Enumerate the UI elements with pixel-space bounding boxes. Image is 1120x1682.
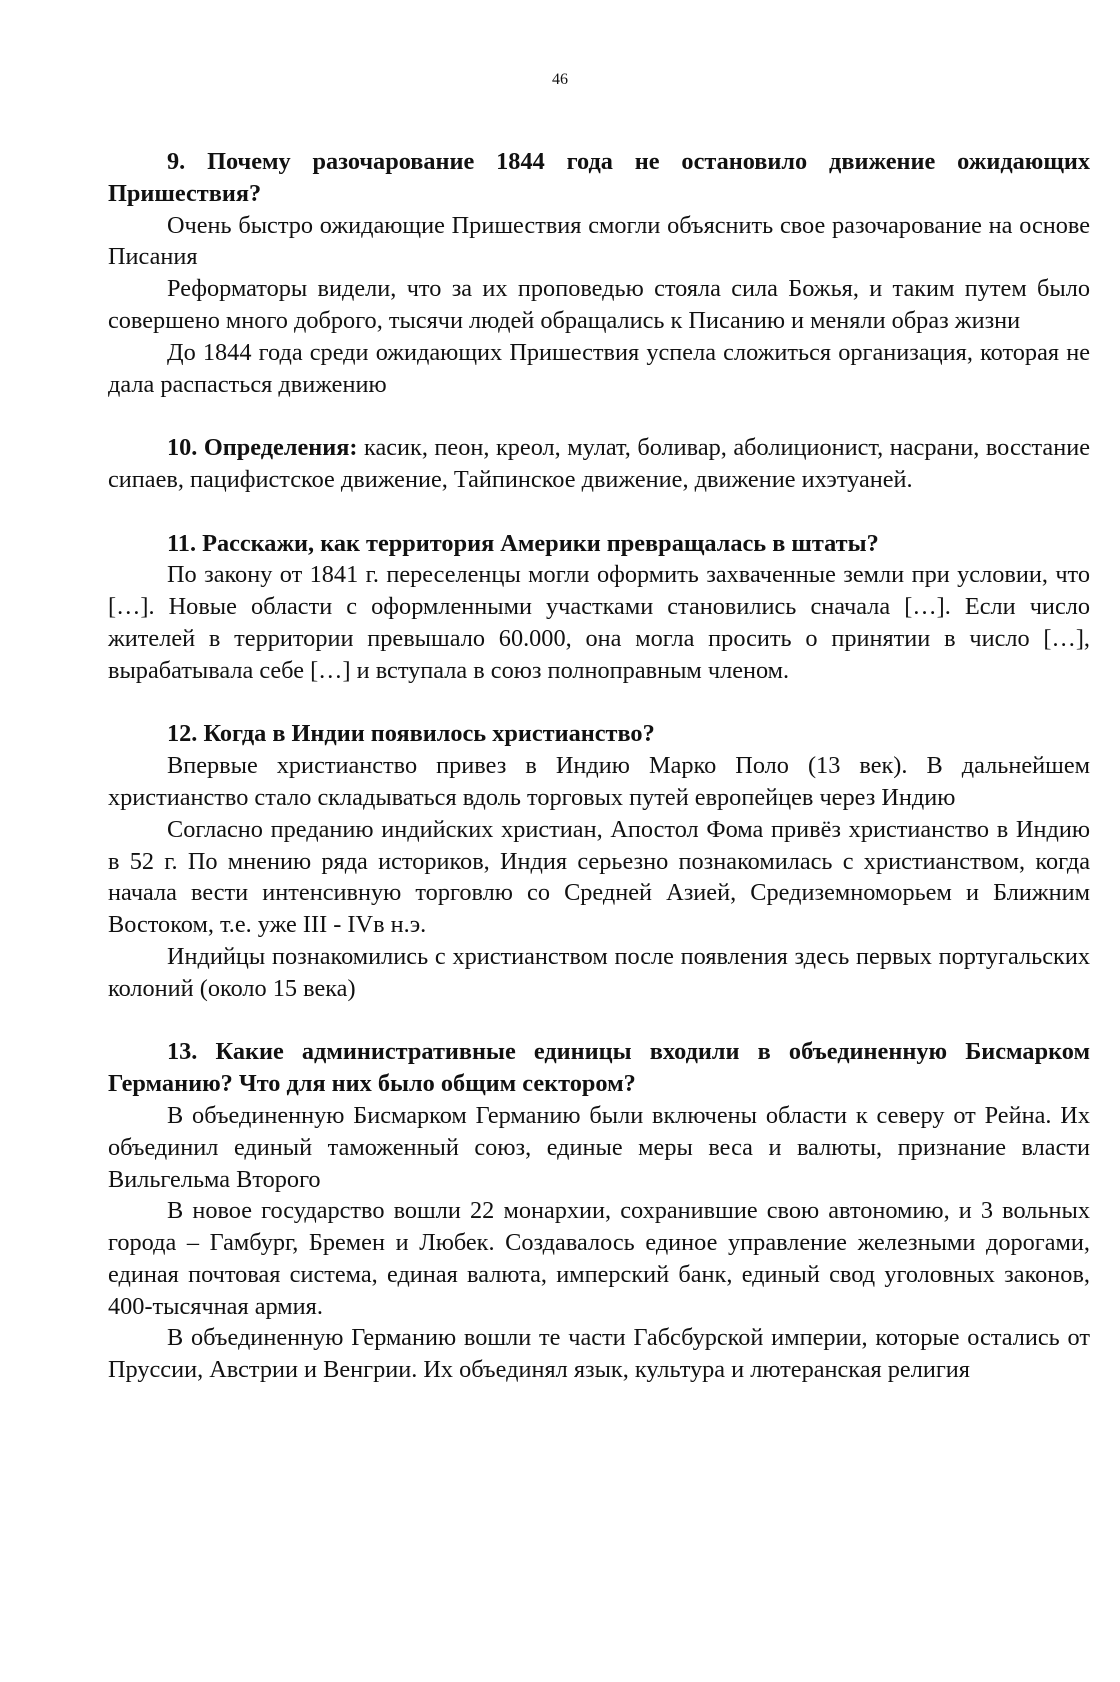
question-block-13 [108,1036,1090,1386]
question-heading: 11. Расскажи, как территория Америки превращалась в штаты? [167,529,879,557]
question-block-12 [108,718,1090,1004]
answer-paragraph: Очень быстро ожидающие Пришествия смогли объяснить свое разочарование на основе Писания [108,211,1090,271]
question-heading: 13. Какие административные единицы входили в объединенную Бисмарком Германию? Что для них было общим сектором? [108,1038,1090,1098]
question-block-11 [108,528,1090,687]
question-heading: 12. Когда в Индии появилось христианство? [167,720,655,748]
answer-paragraph: В объединенную Бисмарком Германию были включены области к северу от Рейна. Их объединил единый таможенный союз, единые меры веса и валюты, признание власти Вильгельма Второго [108,1101,1090,1193]
definitions-paragraph [108,432,1090,496]
page-content [108,146,1090,1386]
page-number: 46 [552,71,568,88]
answer-paragraph: Согласно преданию индийских христиан, Апостол Фома привёз христианство в Индию в 52 г. По мнению ряда историков, Индия серьезно познакомилась с христианством, когда начала вести интенсивную торговлю со Средней Азией, Средиземноморьем и Ближним Востоком, т.е. уже III - IVв н.э. [108,815,1090,939]
answer-paragraph: По закону от 1841 г. переселенцы могли оформить захваченные земли при условии, что […]. Новые области с оформленными участками становились сначала […]. Если число жителей в территории превышало 60.000, она могла просить о принятии в число […], вырабатывала себе […] и вступала в союз полноправным членом. [108,561,1090,684]
answer-paragraph: Реформаторы видели, что за их проповедью стояла сила Божья, и таким путем было совершено много доброго, тысячи людей обращались к Писанию и меняли образ жизни [108,275,1090,334]
definitions-terms: касик, пеон, креол, мулат, боливар, аболиционист, насрани, восстание сипаев, пацифистское движение, Тайпинское движение, движение ихэтуаней. [108,434,1090,493]
answer-paragraph: Впервые христианство привез в Индию Марко Поло (13 век). В дальнейшем христианство стало складываться вдоль торговых путей европейцев через Индию [108,752,1090,811]
answer-paragraph: До 1844 года среди ожидающих Пришествия успела сложиться организация, которая не дала распасться движению [108,338,1090,398]
definitions-block-10 [108,432,1090,496]
question-block-9 [108,146,1090,400]
answer-paragraph: В объединенную Германию вошли те части Габсбурской империи, которые остались от Пруссии, Австрии и Венгрии. Их объединял язык, культура и лютеранская религия [108,1324,1090,1384]
question-heading: 9. Почему разочарование 1844 года не остановило движение ожидающих Пришествия? [108,148,1090,207]
answer-paragraph: Индийцы познакомились с христианством после появления здесь первых португальских колоний (около 15 века) [108,942,1090,1002]
definitions-label: 10. Определения: [167,434,358,462]
answer-paragraph: В новое государство вошли 22 монархии, сохранившие свою автономию, и 3 вольных города – Гамбург, Бремен и Любек. Создавалось единое управление железными дорогами, единая почтовая система, единая валюта, имперский банк, единый свод уголовных законов, 400-тысячная армия. [108,1197,1090,1320]
